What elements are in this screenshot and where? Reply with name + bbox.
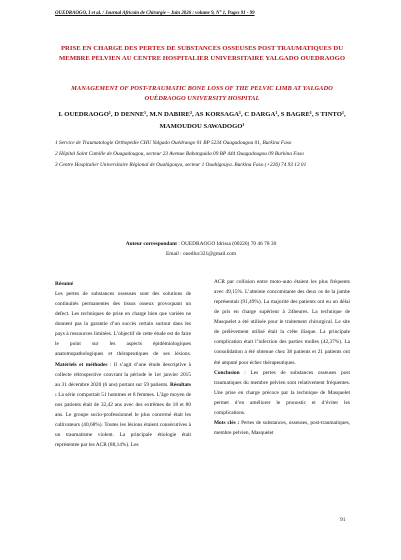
page-number: 91	[340, 517, 346, 523]
methods-label: Matériels et méthodes	[55, 361, 108, 368]
title-french: PRISE EN CHARGE DES PERTES DE SUBSTANCES OSSEUSES POST TRAUMATIQUES DU MEMBRE PELVIEN AU CENTRE HOSPITALIER UNIVERSITAIRE YALGADO OUEDRAOGO	[58, 45, 346, 63]
correspondence-email: Email : ouedluc321@gmail.com	[165, 251, 237, 258]
correspondence	[55, 239, 347, 259]
running-head: OUEDRAOGO, I et al. / Journal Africain de Chirurgie – Juin 2026 : volume 9, N° 1, Pages 91 - 99	[55, 11, 255, 16]
keywords-paragraph	[214, 418, 350, 438]
author-list: I. OUEDRAOGO¹, D DENNE¹, M.N DABIRE², AS KORSAGA¹, C DARGA¹, S BAGRE¹, S TINTO¹, MAMOUDOU SAWADOGO¹	[58, 111, 346, 130]
conclusion-text: : Les pertes de substances osseuses post traumatiques du membre pelvien sont relativement fréquentes. Une prise en charge précoce par la technique de Masquelet permet d’en améliorer le pronostic et d’éviter les complications.	[214, 369, 350, 416]
abstract-heading: Résumé	[55, 281, 74, 287]
keywords-label: Mots clés :	[214, 419, 240, 426]
abstract-column-right	[214, 277, 350, 438]
affiliation-2: 2 Hôpital Saint Camille de Ouagadougou, secteur 23 Avenue Babanguida 09 BP 444 Ouagadougou 09 Burkina Faso	[55, 150, 304, 157]
correspondence-value: : OUEDRAOGO Idrissa (00226) 70 46 78 30	[176, 241, 277, 247]
keywords-text: Pertes de substances, osseuses, post-traumatiques, membre pelvien, Masquelet	[214, 419, 350, 436]
results-continued: ACR par collision entre moto-auto étaient les plus fréquents avec 49,15%. L’atteinte concomitante des deux os de la jambe représentait (91,49%). La majorité des patients ont eu un délai de pris en charge supérieur à 24heures. La technique de Masquelet a été utilisée pour le traitement chirurgical. Le site de prélèvement utilisé était la crête iliaque. La principale complication était l’infection des parties molles (42,37%). La consolidation a été obtenue chez 38 patients et 21 patients ont été amputé pour échec thérapeutiques.	[214, 279, 350, 366]
affiliation-3: 3 Centre Hospitalier Universitaire Régional de Ouahigouya, secteur 1 Ouahigouya. Burkina Faso (+226) 74 93 13 01	[55, 161, 307, 168]
results-label: Résultats :	[55, 381, 192, 398]
abstract-column-left	[55, 279, 191, 450]
conclusion-paragraph	[214, 368, 350, 418]
title-english: MANAGEMENT OF POST-TRAUMATIC BONE LOSS OF THE PELVIC LIMB AT YALGADO OUÉDRAOGO UNIVERSITY HOSPITAL	[71, 85, 333, 103]
correspondence-label: Auteur correspondant	[125, 241, 177, 247]
affiliations	[55, 138, 347, 170]
results-text-left: La série comportait 51 hommes et 8 femmes. L’âge moyen de nos patients était de 32,42 ans avec des extrêmes de 18 et 80 ans. Le groupe socio-professionnel le plus concerné était les cultivateurs (40,68%). Toutes les lésions étaient consécutives à un traumatisme violent. La principale étiologie était représentée par les ACR (88,14%). Les	[55, 391, 191, 448]
abstract-paragraph	[55, 289, 191, 450]
conclusion-label: Conclusion	[214, 369, 240, 376]
abstract-intro: Les pertes de substances osseuses sont des solutions de continuités permanentes des tissus osseux provoquant un defect. Les techniques de prise en charge bien que variées ne donnent pas la garantie d’un succès certain surtout dans les pays à ressources limitées. L’objectif de cette étude est de faire le point sur les aspects épidémiologiques anatomopathologiques et thérapeutiques de ses lésions.	[55, 291, 191, 358]
affiliation-1: 1 Service de Traumatologie Orthopédie CHU Yalgado Ouédraogo 01 BP 5234 Ouagadougou 01, Burkina Faso	[55, 140, 292, 146]
methods-text: : Il s’agit d’une étude descriptive à collecte rétrospective couvrant la période le 1er janvier 2015 au 31 décembre 2020 (6 ans) portant sur 59 patients.	[55, 361, 192, 388]
correspondence-line	[55, 239, 347, 249]
